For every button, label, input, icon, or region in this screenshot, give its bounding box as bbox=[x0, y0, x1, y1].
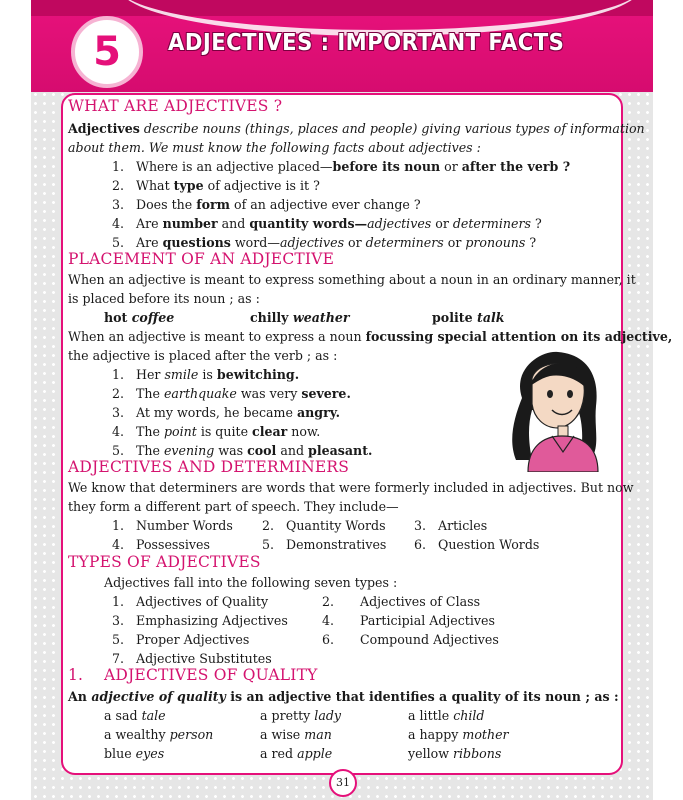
section-heading-types: TYPES OF ADJECTIVES bbox=[68, 553, 261, 571]
chapter-title: ADJECTIVES : IMPORTANT FACTS bbox=[168, 30, 565, 56]
list-item: 4. Possessives bbox=[112, 537, 210, 552]
list-item: 4. The point is quite clear now. bbox=[112, 424, 321, 439]
example-phrase: a pretty lady bbox=[260, 708, 342, 723]
paragraph-line: is placed before its noun ; as : bbox=[68, 291, 260, 306]
list-item: 5. Proper Adjectives bbox=[112, 632, 250, 647]
girl-illustration bbox=[492, 348, 614, 472]
example-phrase: polite talk bbox=[432, 310, 505, 325]
list-item: 6. Compound Adjectives bbox=[322, 632, 499, 647]
list-item: 7. Adjective Substitutes bbox=[112, 651, 272, 666]
example-phrase: a red apple bbox=[260, 746, 333, 761]
page-number: 31 bbox=[329, 769, 357, 797]
list-item: 1. Number Words bbox=[112, 518, 233, 533]
example-phrase: a wealthy person bbox=[104, 727, 214, 742]
example-phrase: a little child bbox=[408, 708, 485, 723]
list-item: 6. Question Words bbox=[414, 537, 540, 552]
chapter-number: 5 bbox=[93, 29, 121, 75]
list-item: 5. Are questions word—adjectives or determiners or pronouns ? bbox=[112, 235, 537, 250]
example-phrase: a sad tale bbox=[104, 708, 166, 723]
list-item: 3. Articles bbox=[414, 518, 488, 533]
example-phrase: chilly weather bbox=[250, 310, 350, 325]
paragraph-line: When an adjective is meant to express something about a noun in an ordinary manner, it bbox=[68, 272, 636, 287]
paragraph-line: the adjective is placed after the verb ; as : bbox=[68, 348, 338, 363]
paragraph-line: Adjectives fall into the following seven types : bbox=[104, 575, 398, 590]
chapter-number-badge bbox=[71, 16, 143, 88]
example-phrase: blue eyes bbox=[104, 746, 165, 761]
list-item: 1. Where is an adjective placed—before its noun or after the verb ? bbox=[112, 159, 571, 174]
section-heading-quality: 1. ADJECTIVES OF QUALITY bbox=[68, 666, 318, 684]
list-item: 2. What type of adjective is it ? bbox=[112, 178, 320, 193]
section-heading-determiners: ADJECTIVES AND DETERMINERS bbox=[68, 458, 350, 476]
definition-line: An adjective of quality is an adjective that identifies a quality of its noun ; as : bbox=[68, 689, 619, 704]
list-item: 5. Demonstratives bbox=[262, 537, 387, 552]
example-phrase: hot coffee bbox=[104, 310, 175, 325]
list-item: 2. The earthquake was very severe. bbox=[112, 386, 351, 401]
example-phrase: a happy mother bbox=[408, 727, 509, 742]
section-heading-what-are-adjectives: WHAT ARE ADJECTIVES ? bbox=[68, 97, 283, 115]
list-item: 3. Does the form of an adjective ever change ? bbox=[112, 197, 421, 212]
intro-line-1: Adjectives describe nouns (things, places and people) giving various types of information bbox=[68, 121, 645, 136]
list-item: 5. The evening was cool and pleasant. bbox=[112, 443, 373, 458]
list-item: 2. Quantity Words bbox=[262, 518, 386, 533]
example-phrase: yellow ribbons bbox=[408, 746, 502, 761]
intro-line-2: about them. We must know the following facts about adjectives : bbox=[68, 140, 481, 155]
paragraph-line: When an adjective is meant to express a noun focussing special attention on its adjective, bbox=[68, 329, 673, 344]
list-item: 3. Emphasizing Adjectives bbox=[112, 613, 288, 628]
paragraph-line: We know that determiners are words that were formerly included in adjectives. But now bbox=[68, 480, 634, 495]
list-item: 1. Adjectives of Quality bbox=[112, 594, 269, 609]
section-heading-placement: PLACEMENT OF AN ADJECTIVE bbox=[68, 250, 335, 268]
list-item: 1. Her smile is bewitching. bbox=[112, 367, 300, 382]
list-item: 3. At my words, he became angry. bbox=[112, 405, 340, 420]
list-item: 2. Adjectives of Class bbox=[322, 594, 481, 609]
example-phrase: a wise man bbox=[260, 727, 332, 742]
list-item: 4. Participial Adjectives bbox=[322, 613, 495, 628]
paragraph-line: they form a different part of speech. They include— bbox=[68, 499, 399, 514]
list-item: 4. Are number and quantity words—adjectives or determiners ? bbox=[112, 216, 542, 231]
